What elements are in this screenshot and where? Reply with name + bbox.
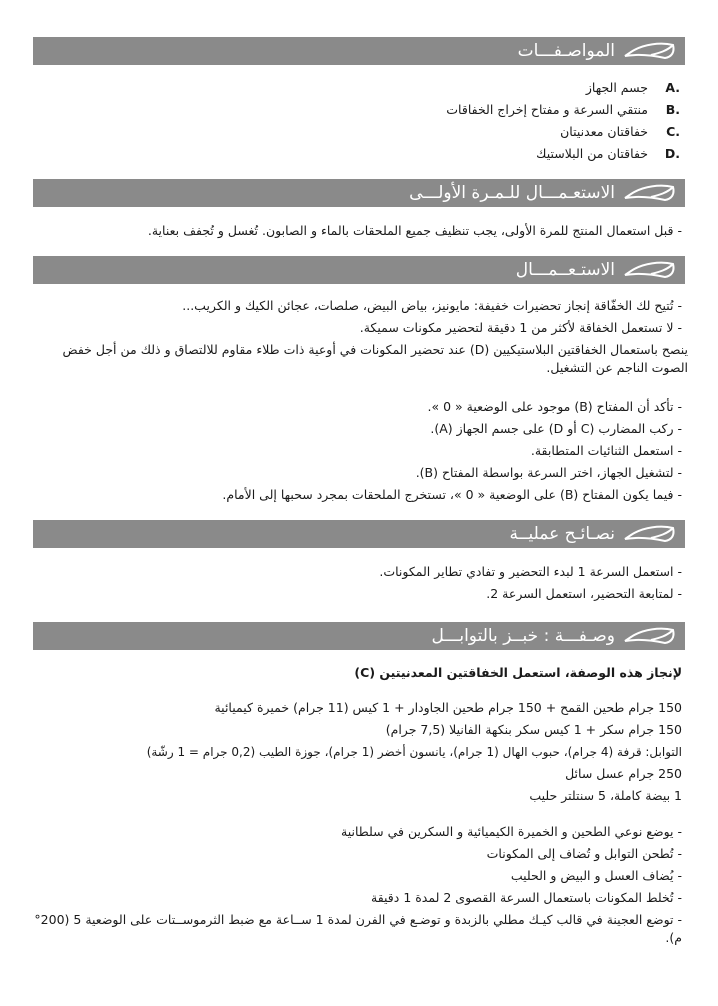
swoosh-icon bbox=[621, 259, 677, 281]
recipe-step: - توضع العجينة في قالب كيـك مطلي بالزبدة و توضـع في الفرن لمدة 1 ســاعة مع ضبط الثرموســتات على الوضعية 5 (200° م). bbox=[34, 912, 682, 945]
tips-title: نصـائـح عمليــة bbox=[509, 524, 615, 544]
spec-key: C. bbox=[666, 124, 680, 139]
first-use-header bbox=[33, 179, 685, 207]
usage-step: - ركب المضارب (C أو D) على جسم الجهاز (A). bbox=[430, 421, 682, 436]
recipe-title: وصـفـــة : خبــز بالتوابـــل bbox=[431, 626, 615, 646]
recipe-header bbox=[33, 622, 685, 650]
spec-item-a bbox=[586, 80, 680, 95]
recipe-subtitle: لإنجاز هذه الوصفة، استعمل الخفاقتين المعدنيتين (C) bbox=[354, 665, 682, 680]
first-use-text: - قبل استعمال المنتج للمرة الأولى، يجب تنظيف جميع الملحقات بالماء و الصابون. تُغسل و تُجفف بعناية. bbox=[147, 223, 682, 238]
first-use-title: الاستعـمـــال للـمـرة الأولـــى bbox=[409, 183, 615, 203]
recipe-step: - تُطحن التوابل و تُضاف إلى المكونات bbox=[486, 846, 682, 861]
usage-step: - تأكد أن المفتاح (B) موجود على الوضعية « 0 ». bbox=[427, 399, 682, 414]
swoosh-icon bbox=[621, 40, 677, 62]
usage-step: - لتشغيل الجهاز، اختر السرعة بواسطة المفتاح (B). bbox=[415, 465, 682, 480]
swoosh-icon bbox=[621, 182, 677, 204]
recipe-step: - يُضاف العسل و البيض و الحليب bbox=[510, 868, 682, 883]
spec-key: A. bbox=[665, 80, 680, 95]
spec-label: جسم الجهاز bbox=[585, 80, 648, 95]
ingredient-line: 250 جرام عسل سائل bbox=[565, 766, 682, 781]
ingredient-line: التوابل: قرفة (4 جرام)، حبوب الهال (1 جرام)، يانسون أخضر (1 جرام)، جوزة الطيب (0,2 جرام = 1 رشّة) bbox=[146, 745, 682, 759]
recipe-step: - تُخلط المكونات باستعمال السرعة القصوى 2 لمدة 1 دقيقة bbox=[371, 890, 682, 905]
swoosh-icon bbox=[621, 625, 677, 647]
usage-note: ينصح باستعمال الخفاقتين البلاستيكيين (D) عند تحضير المكونات في أوعية ذات طلاء مقاوم للالتصاق و ذلك من أجل خفض الصوت الناجم عن التشغيل. bbox=[62, 342, 688, 375]
spec-key: B. bbox=[665, 102, 680, 117]
ingredient-line: 150 جرام طحين القمح + 150 جرام طحين الجاودار + 1 كيس (11 جرام) خميرة كيميائية bbox=[214, 700, 682, 715]
spec-item-d bbox=[536, 146, 680, 161]
swoosh-icon bbox=[621, 523, 677, 545]
specs-title: المواصـفـــات bbox=[517, 41, 615, 61]
usage-line: - لا تستعمل الخفاقة لأكثر من 1 دقيقة لتحضير مكونات سميكة. bbox=[359, 320, 682, 335]
usage-step: - فيما يكون المفتاح (B) على الوضعية « 0 »، تستخرج الملحقات بمجرد سحبها إلى الأمام. bbox=[222, 487, 682, 502]
usage-step: - استعمل الثنائيات المتطابقة. bbox=[530, 443, 682, 458]
usage-line: - تُتيح لك الخفّاقة إنجاز تحضيرات خفيفة: مايونيز، بياض البيض، صلصات، عجائن الكيك و الكريب... bbox=[182, 298, 682, 313]
usage-header bbox=[33, 256, 685, 284]
tip-line: - لمتابعة التحضير، استعمل السرعة 2. bbox=[486, 586, 682, 601]
spec-key: D. bbox=[664, 146, 680, 161]
spec-label: خفاقتان من البلاستيك bbox=[536, 146, 648, 161]
spec-label: خفاقتان معدنيتان bbox=[560, 124, 648, 139]
ingredient-line: 1 بيضة كاملة، 5 سنتلتر حليب bbox=[529, 788, 682, 803]
spec-item-b bbox=[446, 102, 680, 117]
spec-label: منتقي السرعة و مفتاح إخراج الخفاقات bbox=[446, 102, 648, 117]
tips-header bbox=[33, 520, 685, 548]
spec-item-c bbox=[560, 124, 680, 139]
ingredient-line: 150 جرام سكر + 1 كيس سكر بنكهة الفانيلا (7,5 جرام) bbox=[385, 722, 682, 737]
specs-header bbox=[33, 37, 685, 65]
recipe-step: - يوضع نوعي الطحين و الخميرة الكيميائية و السكرين في سلطانية bbox=[341, 824, 682, 839]
usage-title: الاستـعــمـــال bbox=[515, 260, 615, 280]
tip-line: - استعمل السرعة 1 لبدء التحضير و تفادي تطاير المكونات. bbox=[379, 564, 682, 579]
